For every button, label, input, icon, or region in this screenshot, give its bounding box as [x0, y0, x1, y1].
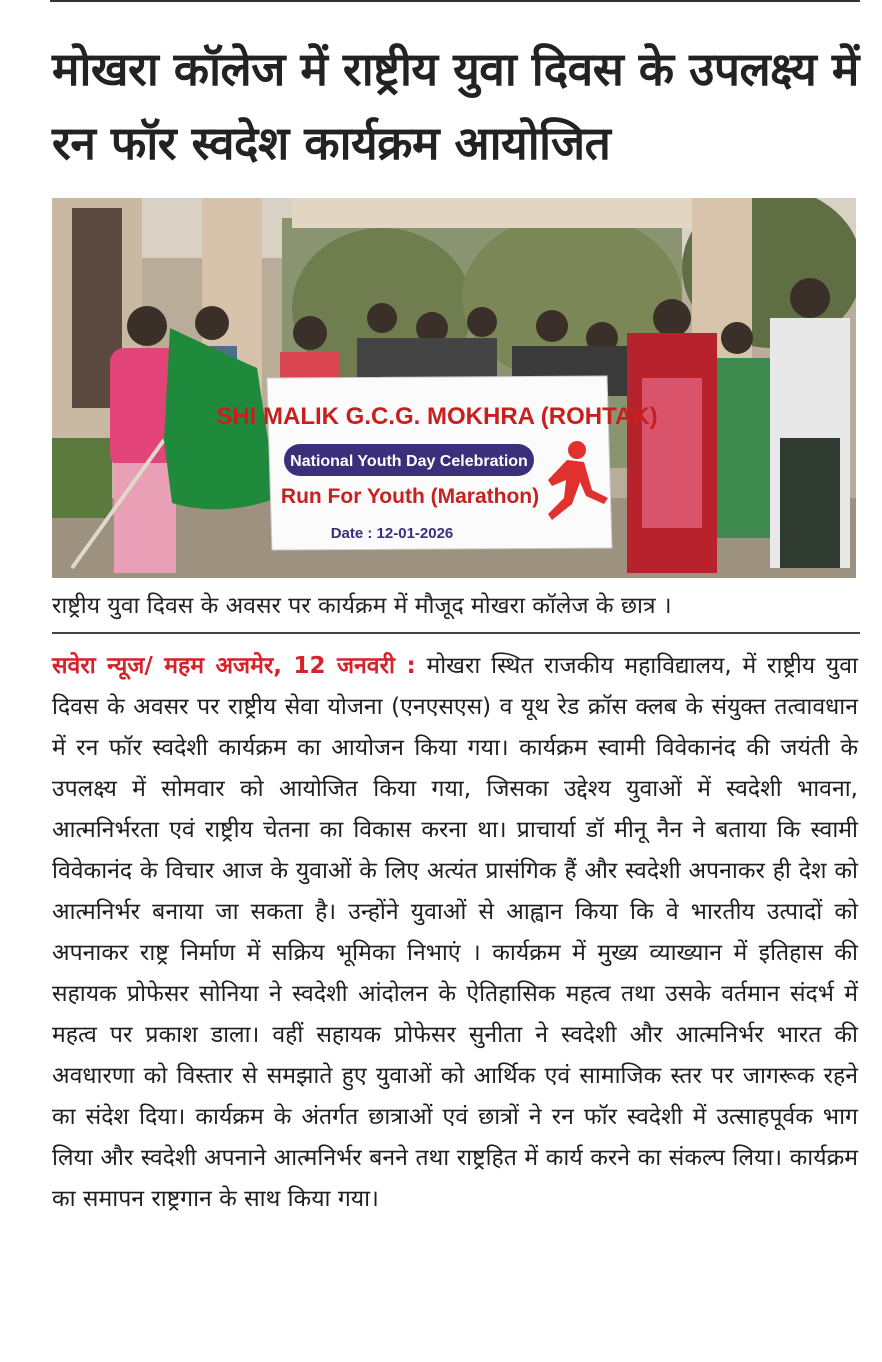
- photo-caption: राष्ट्रीय युवा दिवस के अवसर पर कार्यक्रम में मौजूद मोखरा कॉलेज के छात्र ।: [52, 593, 672, 619]
- dateline: सवेरा न्यूज/ महम अजमेर, 12 जनवरी :: [52, 653, 416, 679]
- headline: मोखरा कॉलेज में राष्ट्रीय युवा दिवस के उपलक्ष्य में रन फॉर स्वदेश कार्यक्रम आयोजित: [52, 42, 859, 170]
- banner-event-name: National Youth Day Celebration: [290, 453, 528, 470]
- caption-divider: [52, 632, 860, 634]
- banner-date: Date : 12-01-2026: [330, 525, 454, 542]
- article-text: मोखरा स्थित राजकीय महाविद्यालय, में राष्ट्रीय युवा दिवस के अवसर पर राष्ट्रीय सेवा योजना (एनएसएस) व यूथ रेड क्रॉस क्लब के संयुक्त तत्वावधान में रन फॉर स्वदेशी कार्यक्रम का आयोजन किया गया। कार्यक्रम स्वामी विवेकानंद की जयंती के उपलक्ष्य में सोमवार को आयोजित किया गया, जिसका उद्देश्य युवाओं में स्वदेशी भावना, आत्मनिर्भरता एवं राष्ट्रीय चेतना का विकास करना था। प्राचार्या डॉ मीनू नैन ने बताया कि स्वामी विवेकानंद के विचार आज के युवाओं के लिए अत्यंत प्रासंगिक हैं और स्वदेशी अपनाकर ही देश को आत्मनिर्भर बनाया जा सकता है। उन्होंने युवाओं से आह्वान किया कि वे भारतीय उत्पादों को अपनाकर राष्ट्र निर्माण में सक्रिय भूमिका निभाएं । कार्यक्रम में मुख्य व्याख्यान में इतिहास की सहायक प्रोफेसर सोनिया ने स्वदेशी आंदोलन के ऐतिहासिक महत्व तथा उसके वर्तमान संदर्भ में महत्व पर प्रकाश डाला। वहीं सहायक प्रोफेसर सुनीता ने स्वदेशी और आत्मनिर्भर भारत की अवधारणा को विस्तार से समझाते हुए युवाओं को आर्थिक एवं सामाजिक स्तर पर जागरूक रहने का संदेश दिया। कार्यक्रम के अंतर्गत छात्राओं एवं छात्रों ने रन फॉर स्वदेशी में उत्साहपूर्वक भाग लिया और स्वदेशी अपनाने आत्मनिर्भर बनने तथा राष्ट्रहित में कार्य करने का संकल्प लिया। कार्यक्रम का समापन राष्ट्रगान के साथ किया गया।: [52, 653, 858, 1212]
- news-photo: [52, 198, 856, 578]
- article-body: [52, 646, 858, 1220]
- banner-run-title: Run For Youth (Marathon): [280, 485, 540, 508]
- top-rule: [50, 0, 860, 2]
- banner-college-name: SHI MALIK G.C.G. MOKHRA (ROHTAK): [216, 403, 658, 430]
